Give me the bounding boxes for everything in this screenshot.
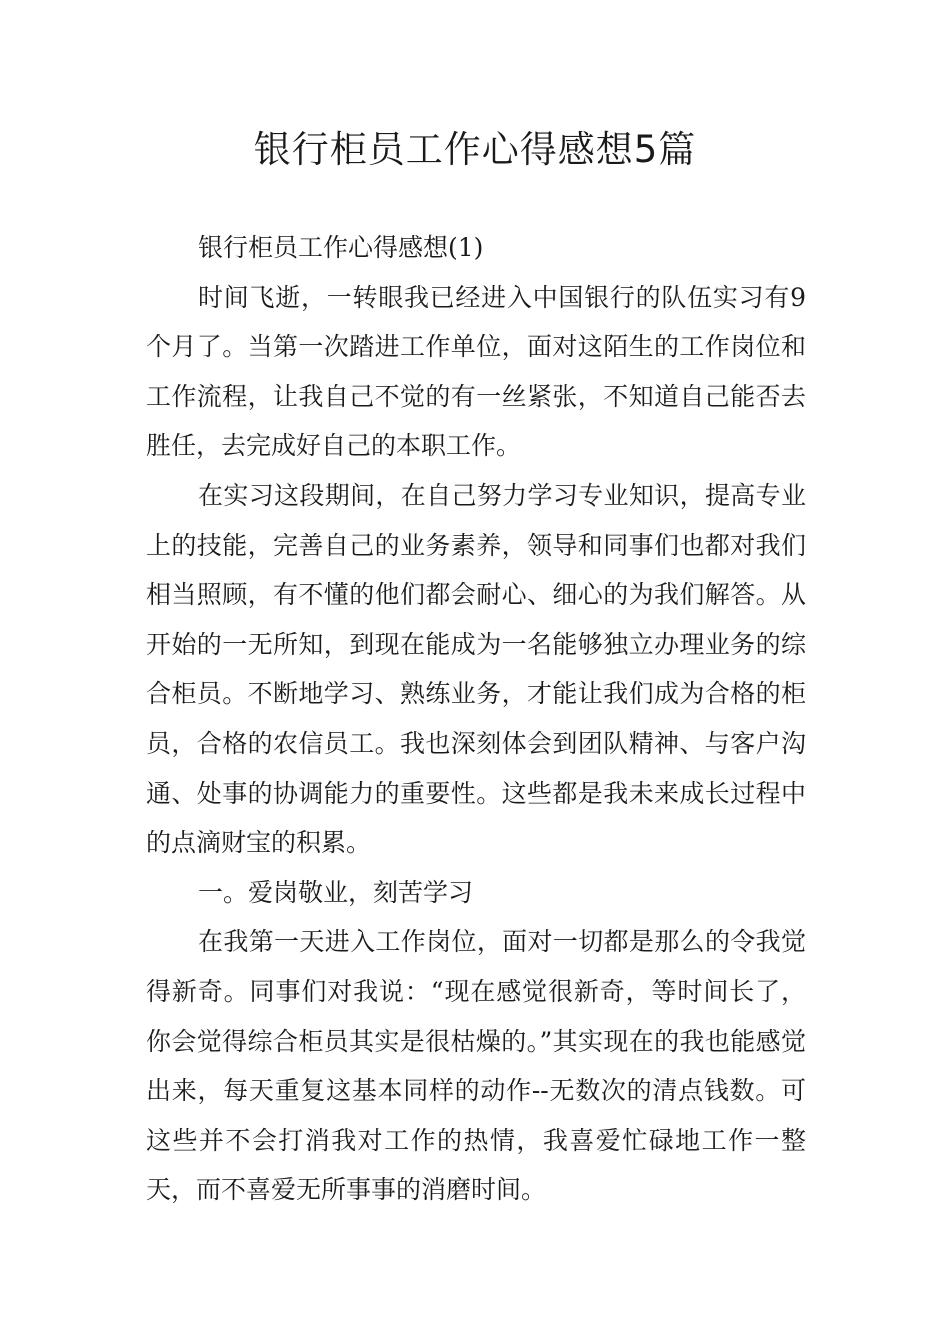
- document-body: [146, 223, 806, 1215]
- paragraph: 时间飞逝，一转眼我已经进入中国银行的队伍实习有9个月了。当第一次踏进工作单位，面对这陌生的工作岗位和工作流程，让我自己不觉的有一丝紧张，不知道自己能否去胜任，去完成好自己的本职工作。: [146, 282, 806, 461]
- paragraph-heading: 一。爱岗敬业，刻苦学习: [198, 877, 474, 907]
- document-title: 银行柜员工作心得感想5篇: [253, 128, 697, 171]
- paragraph: 在实习这段期间，在自己努力学习专业知识，提高专业上的技能，完善自己的业务素养，领导和同事们也都对我们相当照顾，有不懂的他们都会耐心、细心的为我们解答。从开始的一无所知，到现在能成为一名能够独立办理业务的综合柜员。不断地学习、熟练业务，才能让我们成为合格的柜员，合格的农信员工。我也深刻体会到团队精神、与客户沟通、处事的协调能力的重要性。这些都是我未来成长过程中的点滴财宝的积累。: [146, 480, 806, 858]
- paragraph: 在我第一天进入工作岗位，面对一切都是那么的令我觉得新奇。同事们对我说：“现在感觉很新奇，等时间长了，你会觉得综合柜员其实是很枯燥的。”其实现在的我也能感觉出来，每天重复这基本同样的动作--无数次的清点钱数。可这些并不会打消我对工作的热情，我喜爱忙碌地工作一整天，而不喜爱无所事事的消磨时间。: [146, 927, 806, 1205]
- paragraph-subtitle: 银行柜员工作心得感想(1): [198, 233, 484, 262]
